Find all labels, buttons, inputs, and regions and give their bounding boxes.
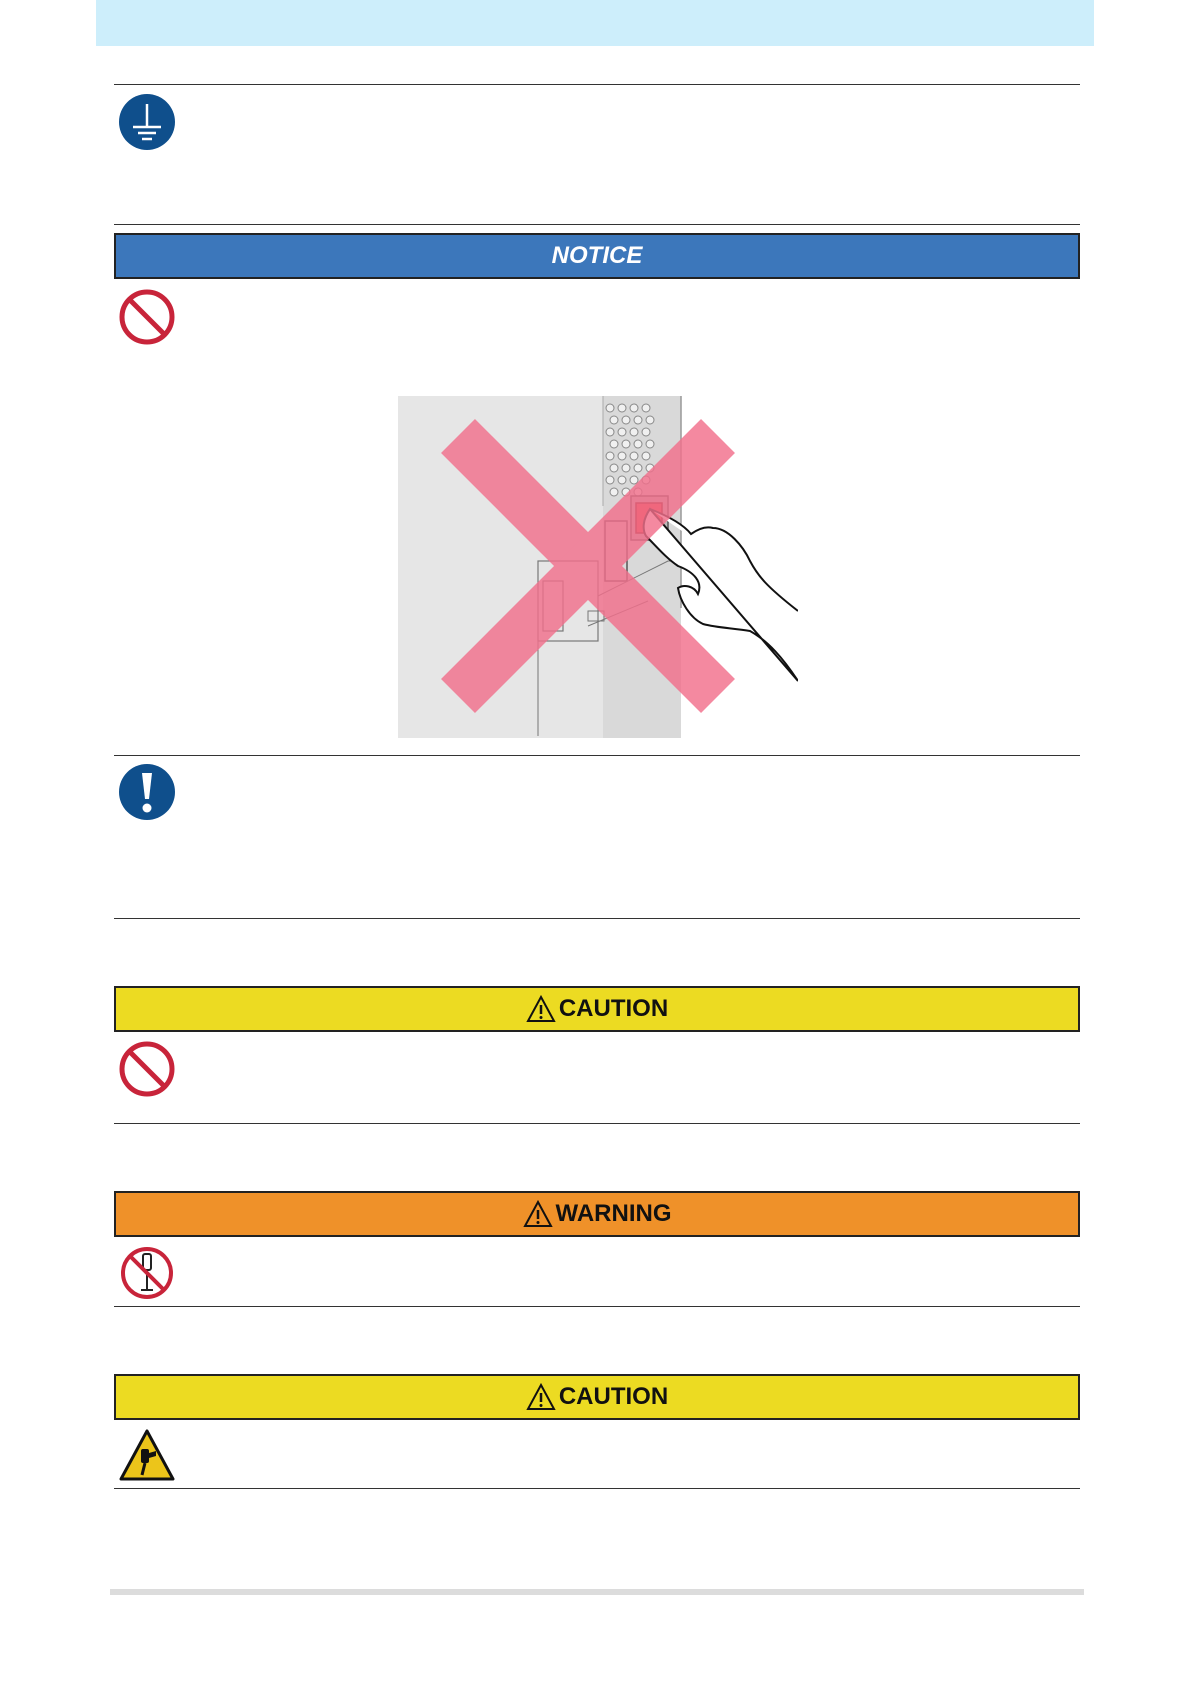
warning-banner: [114, 1191, 1080, 1237]
notice-label: NOTICE: [551, 242, 643, 269]
hand-pinch-hazard-icon: [118, 1427, 176, 1485]
warning-label: WARNING: [555, 1200, 672, 1227]
section-divider: [114, 755, 1080, 756]
caution-banner: [114, 986, 1080, 1032]
section-divider: [114, 1488, 1080, 1489]
power-switch-illustration: [398, 396, 798, 738]
section-divider: [114, 224, 1080, 225]
mandatory-action-icon: [118, 763, 176, 821]
section-divider: [114, 1123, 1080, 1124]
section-divider: [114, 84, 1080, 85]
alert-triangle-icon: [523, 1200, 553, 1228]
prohibition-icon: [118, 1040, 176, 1098]
caution-label: CAUTION: [558, 1383, 669, 1410]
ground-icon: [118, 93, 176, 151]
section-divider: [114, 918, 1080, 919]
alert-triangle-icon: [526, 1383, 556, 1411]
prohibition-icon: [118, 288, 176, 346]
footer-bar: [110, 1589, 1084, 1595]
no-disassembly-icon: [118, 1244, 176, 1302]
section-divider: [114, 1306, 1080, 1307]
caution-label: CAUTION: [558, 995, 669, 1022]
notice-banner: [114, 233, 1080, 279]
caution-banner: [114, 1374, 1080, 1420]
alert-triangle-icon: [526, 995, 556, 1023]
header-band: [96, 0, 1094, 46]
